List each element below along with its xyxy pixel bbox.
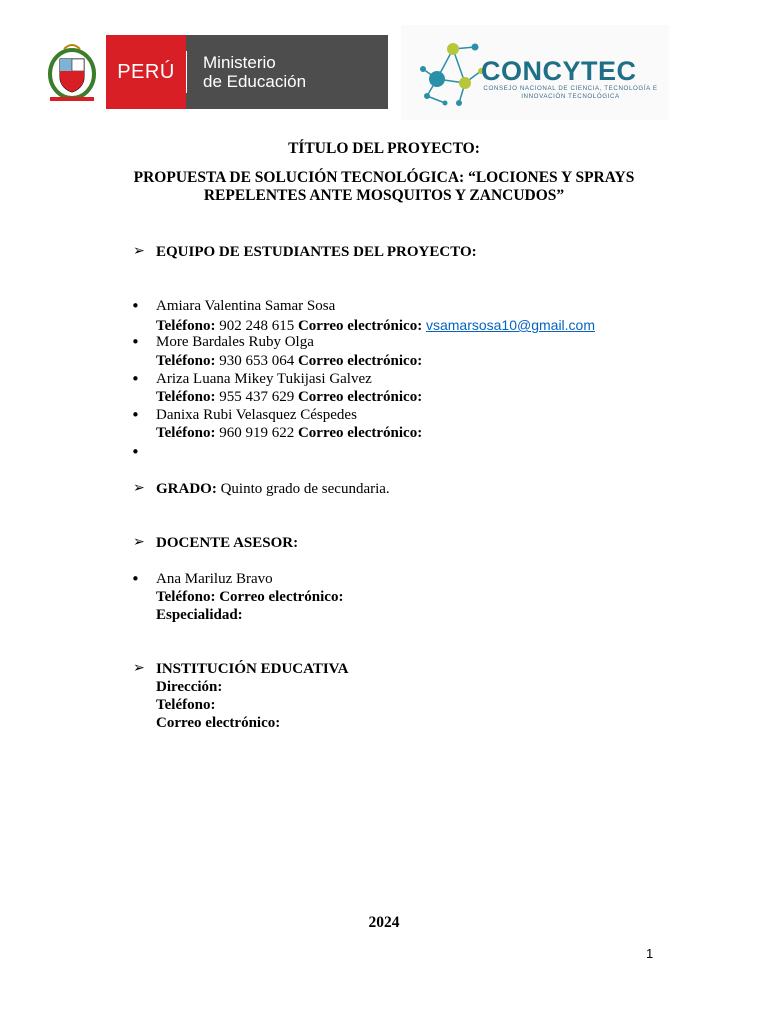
peru-label: PERÚ [106, 35, 186, 109]
student-phone: 960 919 622 [219, 425, 295, 441]
arrow-bullet-icon: ➢ [133, 661, 145, 676]
peru-coat-of-arms-icon [38, 35, 106, 109]
page-number: 1 [646, 946, 654, 961]
concytec-wordmark: CONCYTEC [481, 56, 637, 86]
student-contact [156, 424, 422, 442]
institution-email: Correo electrónico: [156, 715, 281, 731]
student-phone: 930 653 064 [219, 353, 295, 369]
grade-line [156, 480, 390, 498]
student-name: Danixa Rubi Velasquez Céspedes [156, 407, 357, 423]
concytec-logo [401, 25, 669, 120]
bullet-icon: • [131, 443, 140, 461]
advisor-specialty: Especialidad: [156, 607, 243, 623]
year: 2024 [368, 914, 400, 931]
student-name: Ariza Luana Mikey Tukijasi Galvez [156, 371, 372, 387]
student-contact [156, 352, 422, 370]
arrow-bullet-icon: ➢ [133, 244, 145, 259]
minedu-logo [38, 35, 388, 109]
student-name: Amiara Valentina Samar Sosa [156, 298, 336, 314]
arrow-bullet-icon: ➢ [133, 535, 145, 550]
institution-phone: Teléfono: [156, 697, 216, 713]
phone-label: Teléfono: [156, 389, 216, 405]
grade-label: GRADO: [156, 481, 217, 497]
phone-label: Teléfono: [156, 353, 216, 369]
advisor-heading: DOCENTE ASESOR: [156, 535, 299, 551]
student-name: More Bardales Ruby Olga [156, 334, 314, 350]
project-title-line1: PROPUESTA DE SOLUCIÓN TECNOLÓGICA: “LOCIONES Y SPRAYS [133, 169, 635, 186]
bullet-icon: • [131, 370, 140, 388]
grade-value: Quinto grado de secundaria. [220, 481, 390, 497]
institution-heading: INSTITUCIÓN EDUCATIVA [156, 661, 349, 677]
student-email-link[interactable]: vsamarsosa10@gmail.com [425, 317, 595, 333]
concytec-subtitle: CONSEJO NACIONAL DE CIENCIA, TECNOLOGÍA E INNOVACIÓN TECNOLÓGICA [483, 85, 658, 100]
ministry-line1: Ministerio [203, 53, 276, 72]
student-contact [156, 388, 422, 406]
student-phone: 902 248 615 [219, 318, 295, 334]
bullet-icon: • [131, 406, 140, 424]
email-label: Correo electrónico: [297, 318, 423, 334]
title-label: TÍTULO DEL PROYECTO: [288, 140, 480, 157]
arrow-bullet-icon: ➢ [133, 481, 145, 496]
bullet-icon: • [131, 333, 140, 351]
phone-label: Teléfono: [156, 318, 216, 334]
ministry-name [187, 35, 388, 109]
institution-address: Dirección: [156, 679, 223, 695]
advisor-name: Ana Mariluz Bravo [156, 571, 273, 587]
phone-label: Teléfono: [156, 425, 216, 441]
team-heading: EQUIPO DE ESTUDIANTES DEL PROYECTO: [156, 244, 477, 260]
project-title-line2: REPELENTES ANTE MOSQUITOS Y ZANCUDOS” [203, 187, 565, 204]
email-label: Correo electrónico: [297, 353, 423, 369]
ministry-line2: de Educación [203, 72, 307, 91]
bullet-icon: • [131, 570, 140, 588]
advisor-contact: Teléfono: Correo electrónico: [156, 589, 344, 605]
email-label: Correo electrónico: [297, 425, 423, 441]
student-phone: 955 437 629 [219, 389, 295, 405]
email-label: Correo electrónico: [297, 389, 423, 405]
bullet-icon: • [131, 297, 140, 315]
